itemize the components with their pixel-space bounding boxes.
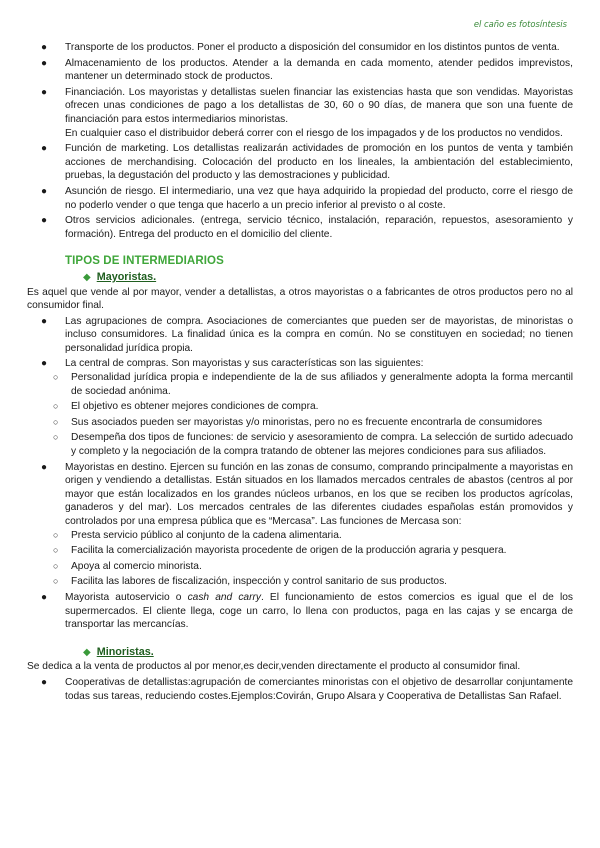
circle-bullet-icon: ○: [53, 560, 59, 571]
functions-list: [27, 41, 573, 241]
bullet-icon: ●: [41, 86, 48, 98]
minoristas-title: Minoristas.: [96, 645, 154, 658]
sub-list: [53, 371, 573, 459]
circle-bullet-icon: ○: [53, 545, 59, 556]
sub-list-item-text: Facilita las labores de fiscalización, inspección y control sanitario de sus productos.: [71, 576, 447, 588]
circle-bullet-icon: ○: [53, 401, 59, 412]
sub-list: [53, 529, 573, 589]
list-item: [27, 461, 573, 589]
circle-bullet-icon: ○: [53, 372, 59, 383]
section-title: TIPOS DE INTERMEDIARIOS: [65, 255, 224, 268]
sub-list-item-text: Personalidad jurídica propia e independiente de la de sus afiliados y generalmente adopta la forma mercantil de sociedad anónima.: [71, 372, 573, 397]
list-item-text: Asunción de riesgo. El intermediario, una vez que haya adquirido la propiedad del producto, corre el riesgo de no poderlo vender o que tenga que hacerlo a un precio inferior al previsto o al coste.: [65, 185, 573, 211]
minoristas-heading: [83, 646, 573, 660]
sub-list-item: [27, 544, 573, 558]
sub-list-item-text: Sus asociados pueden ser mayoristas y/o minoristas, pero no es frecuente encontrarla de consumidores: [71, 416, 543, 428]
sub-list-item: [27, 560, 573, 574]
document-content: [27, 41, 573, 705]
list-item-text: Almacenamiento de los productos. Atender a la demanda en cada momento, atender pedidos imprevistos, mantener un determinado stock de productos.: [65, 57, 573, 83]
list-item: [27, 86, 573, 140]
bullet-icon: ●: [41, 42, 48, 53]
minoristas-list: [27, 676, 573, 703]
circle-bullet-icon: ○: [53, 576, 59, 587]
list-item-continuation: En cualquier caso el distribuidor deberá correr con el riesgo de los impagados y de los productos no vendidos.: [65, 127, 563, 139]
bullet-icon: ●: [41, 461, 48, 473]
bullet-icon: ●: [41, 676, 48, 688]
sub-list-item: [27, 416, 573, 430]
sub-list-item-text: Apoya al comercio minorista.: [71, 560, 202, 572]
circle-bullet-icon: ○: [53, 432, 59, 443]
list-item: [27, 185, 573, 212]
sub-list-item-text: Desempeña dos tipos de funciones: de servicio y asesoramiento de compra. La selección de surtido adecuado y completo y la negociación de la compra tratando de obtener las mejores condiciones para sus afiliados.: [71, 432, 573, 458]
bullet-icon: ●: [41, 315, 48, 327]
list-item-text: La central de compras. Son mayoristas y sus características son las siguientes:: [65, 358, 424, 370]
list-item: [27, 357, 573, 458]
mayoristas-list: [27, 315, 573, 632]
list-item: [27, 591, 573, 632]
bullet-icon: ●: [41, 143, 48, 155]
diamond-bullet-icon: ◆: [83, 271, 91, 283]
list-item-text: Mayoristas en destino. Ejercen su función en las zonas de consumo, comprando principalmente a mayoristas en origen y vendiendo a detallistas. Están situados en los llamados mercados centrales de abastos (centros al por mayor que están localizados en los grandes núcleos urbanos, en los que se reciben los productos agrícolas, ganaderos y del mar). Los mercados centrales de las diferentes ciudades españolas están promovidos y controlados por una empresa pública que es “Mercasa”. Las funciones de Mercasa son:: [65, 461, 573, 527]
mayoristas-title: Mayoristas.: [96, 270, 157, 283]
list-item: [27, 676, 573, 703]
list-item-text: Las agrupaciones de compra. Asociaciones de comerciantes que pueden ser de mayoristas, de minoristas o incluso consumidores. La finalidad única es la compra en común. No se constituyen en sociedad; no tienen personalidad jurídica propia.: [65, 315, 573, 354]
sub-list-item: [27, 431, 573, 458]
sub-list-item: [27, 400, 573, 414]
spacer: [27, 634, 573, 644]
sub-list-item-text: Presta servicio público al conjunto de la cadena alimentaria.: [71, 529, 342, 541]
mayoristas-heading: [83, 271, 573, 285]
circle-bullet-icon: ○: [53, 529, 59, 540]
list-item: [27, 142, 573, 183]
sub-list-item: [27, 529, 573, 543]
list-item-text: Transporte de los productos. Poner el producto a disposición del consumidor en los distintos puntos de venta.: [65, 42, 560, 53]
bullet-icon: ●: [41, 591, 48, 603]
minoristas-intro: Se dedica a la venta de productos al por menor,es decir,venden directamente el producto al consumidor final.: [27, 661, 521, 673]
bullet-icon: ●: [41, 185, 48, 197]
list-item: [27, 214, 573, 241]
sub-list-item-text: Facilita la comercialización mayorista procedente de origen de la producción agraria y pesquera.: [71, 545, 507, 557]
circle-bullet-icon: ○: [53, 416, 59, 427]
list-item-text: Mayorista autoservicio o: [65, 591, 188, 603]
bullet-icon: ●: [41, 57, 48, 69]
sub-list-item-text: El objetivo es obtener mejores condiciones de compra.: [71, 401, 319, 413]
sub-list-item: [27, 371, 573, 398]
sub-list-item: [27, 575, 573, 589]
list-item: [27, 41, 573, 55]
list-item-text: Cooperativas de detallistas:agrupación de comerciantes minoristas con el objetivo de desarrollar conjuntamente todas sus tareas, reduciendo costes.Ejemplos:Covirán, Grupo Alsara y Cooperativa de Detallistas San Rafael.: [65, 676, 573, 702]
diamond-bullet-icon: ◆: [83, 646, 91, 658]
list-item-text: Función de marketing. Los detallistas realizarán actividades de promoción en los puntos de venta y también acciones de merchandising. Colocación del producto en los lineales, la ambientación del establecimiento, pruebas, la degustación del producto y las demostraciones y publicidad.: [65, 143, 573, 182]
list-item-text: Financiación. Los mayoristas y detallistas suelen financiar las existencias hasta que son vendidas. Mayoristas ofrecen unas condiciones de pago a los detallistas de 30, 60 o 90 días, de manera que son una fuente de financiación para estos intermediarios minoristas.: [65, 86, 573, 125]
list-item-text-continued: . El funcionamiento de estos comercios es igual que el de los supermercados. El cliente llega, coge un carro, lo llena con productos, paga en las cajas y se encarga de transportar las mercancías.: [65, 591, 573, 631]
cash-and-carry-term: cash and carry: [187, 591, 261, 603]
list-item: [27, 57, 573, 84]
bullet-icon: ●: [41, 358, 48, 370]
header-note: el caño es fotosíntesis: [473, 19, 567, 29]
list-item: [27, 315, 573, 356]
bullet-icon: ●: [41, 215, 48, 227]
list-item-text: Otros servicios adicionales. (entrega, servicio técnico, instalación, reparación, repuestos, asesoramiento y formación). Entrega del producto en el domicilio del cliente.: [65, 215, 573, 240]
mayoristas-intro: Es aquel que vende al por mayor, vender a detallistas, a otros mayoristas o a fabricantes de otros productos pero no al consumidor final.: [27, 286, 573, 312]
